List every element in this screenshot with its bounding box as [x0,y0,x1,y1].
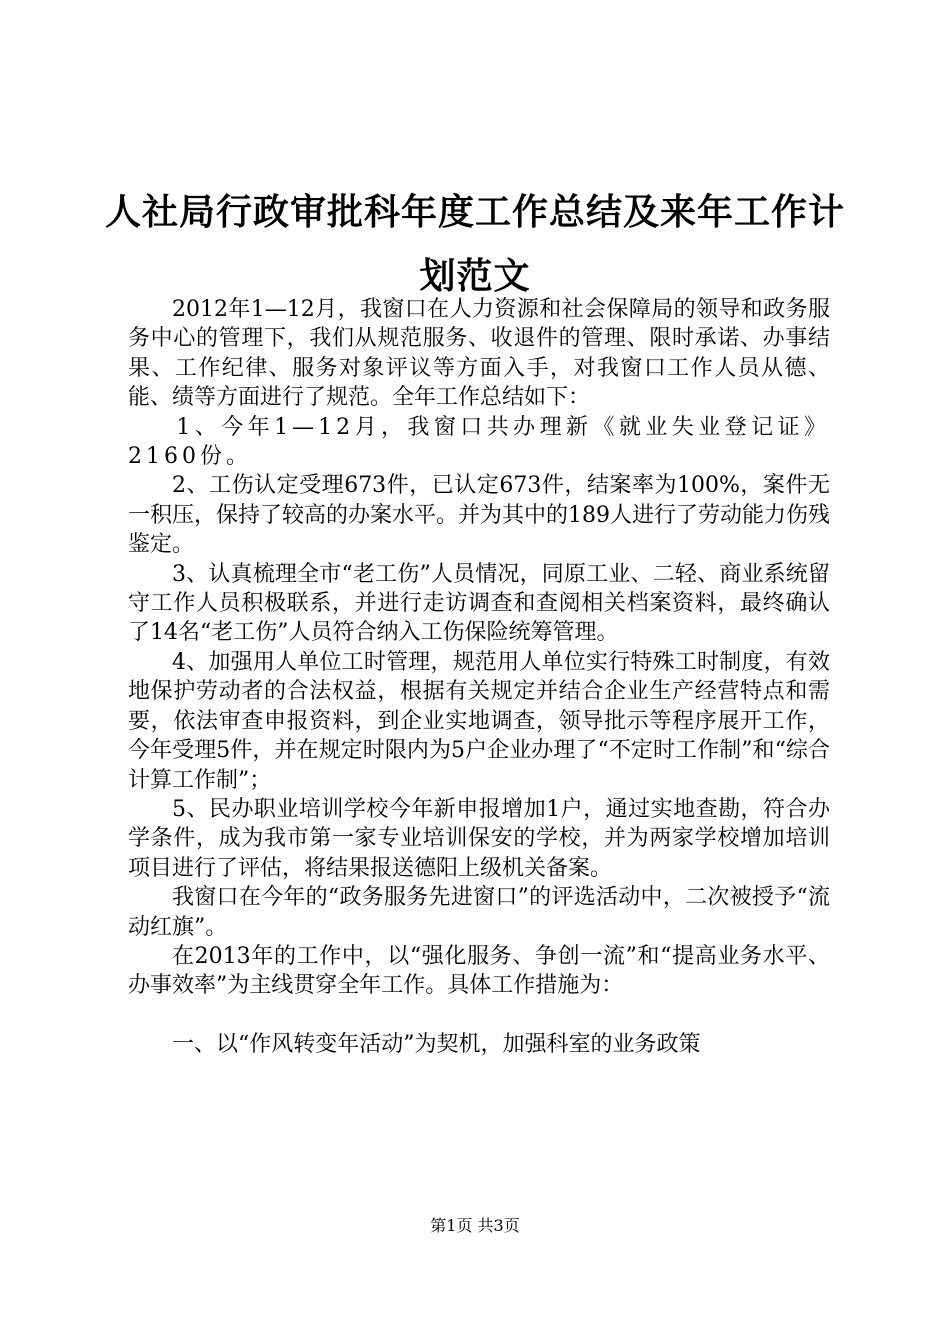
paragraph-plan-1: 一、以“作风转变年活动”为契机，加强科室的业务政策 [172,1031,701,1057]
paragraph-item-4: 4、加强用人单位工时管理，规范用人单位实行特殊工时制度，有效地保护劳动者的合法权益，根据有关规定并结合企业生产经营特点和需要，依法审查申报资料，到企业实地调查，领导批示等程序展开工作，今年受理5件，并在规定时限内为5户企业办理了“不定时工作制”和“综合计算工作制”； [128,649,830,793]
document-body [128,295,830,1059]
document-title: 人社局行政审批科年度工作总结及来年工作计划范文 [104,191,845,297]
paragraph-award: 我窗口在今年的“政务服务先进窗口”的评选活动中，二次被授予“流动红旗”。 [128,885,830,940]
paragraph-intro: 2012年1—12月，我窗口在人力资源和社会保障局的领导和政务服务中心的管理下，我们从规范服务、收退件的管理、限时承诺、办事结果、工作纪律、服务对象评议等方面入手，对我窗口工作人员从德、能、绩等方面进行了规范。全年工作总结如下： [128,297,830,411]
paragraph-item-3: 3、认真梳理全市“老工伤”人员情况，同原工业、二轻、商业系统留守工作人员积极联系，并进行走访调查和查阅相关档案资料，最终确认了14名“老工伤”人员符合纳入工伤保险统筹管理。 [128,561,830,646]
paragraph-item-1: 1、今年1—12月，我窗口共办理新《就业失业登记证》2160份。 [128,414,830,470]
paragraph-item-5: 5、民办职业培训学校今年新申报增加1户，通过实地查勘，符合办学条件，成为我市第一家专业培训保安的学校，并为两家学校增加培训项目进行了评估，将结果报送德阳上级机关备案。 [128,796,830,881]
paragraph-item-2: 2、工伤认定受理673件，已认定673件，结案率为100%，案件无一积压，保持了较高的办案水平。并为其中的189人进行了劳动能力伤残鉴定。 [128,473,830,558]
paragraph-plan-intro: 在2013年的工作中，以“强化服务、争创一流”和“提高业务水平、办事效率”为主线贯穿全年工作。具体工作措施为： [128,943,830,999]
page-footer: 第1页 共3页 [430,1216,520,1235]
